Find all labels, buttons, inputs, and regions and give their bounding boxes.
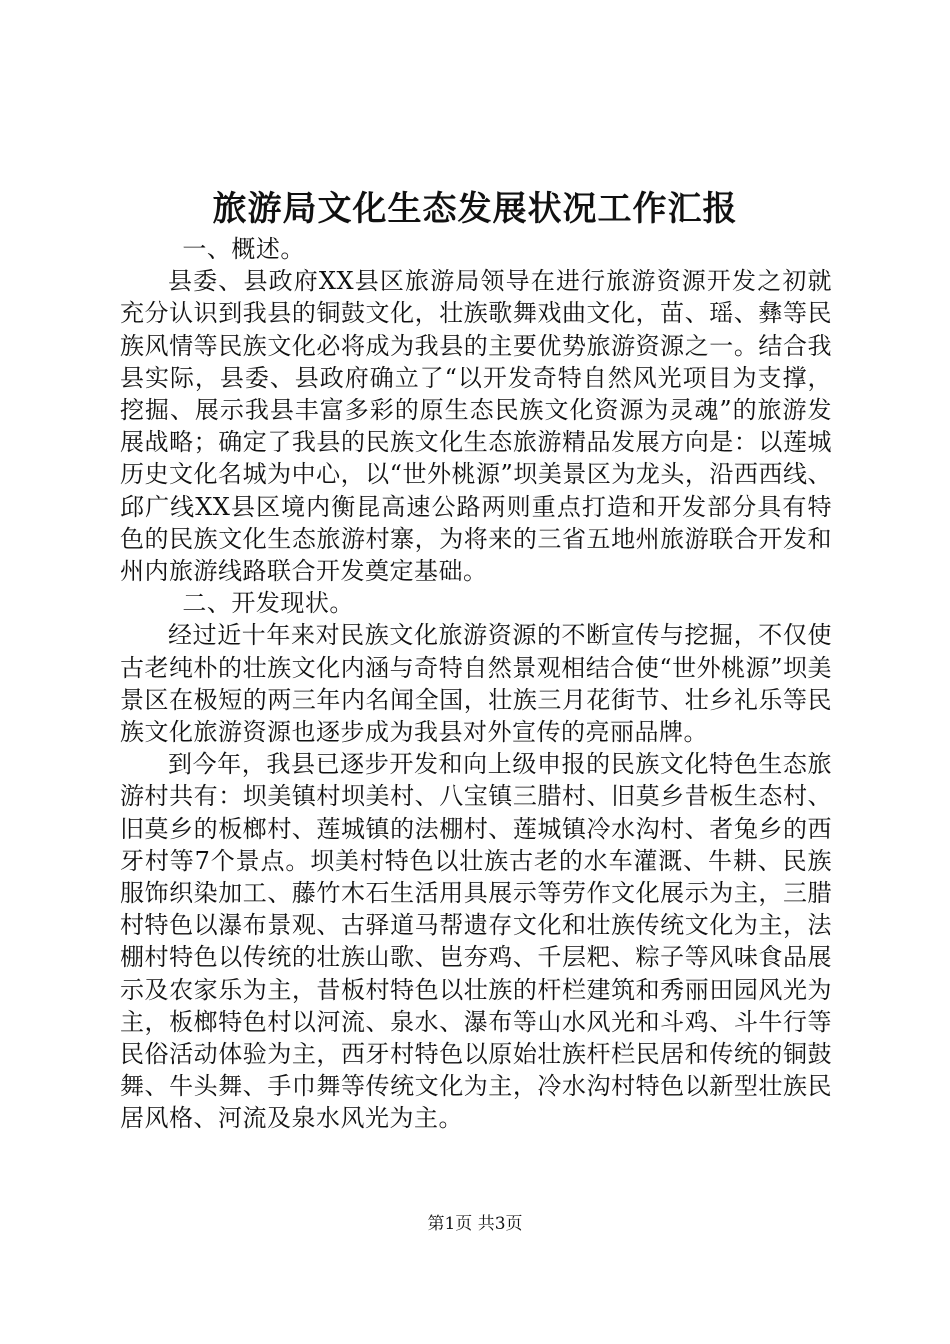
document-title: 旅游局文化生态发展状况工作汇报 [212,189,738,229]
section-heading-overview: 一、概述。 [182,235,305,263]
document-body [120,233,832,1135]
paragraph: 到今年，我县已逐步开发和向上级申报的民族文化特色生态旅游村共有：坝美镇村坝美村、八宝镇三腊村、旧莫乡昔板生态村、旧莫乡的板榔村、莲城镇的法棚村、莲城镇冷水沟村、者兔乡的西牙村等7个景点。坝美村特色以壮族古老的水车灌溉、牛耕、民族服饰织染加工、藤竹木石生活用具展示等劳作文化展示为主，三腊村特色以瀑布景观、古驿道马帮遗存文化和壮族传统文化为主，法棚村特色以传统的壮族山歌、岜夯鸡、千层粑、粽子等风味食品展示及农家乐为主，昔板村特色以壮族的杆栏建筑和秀丽田园风光为主，板榔特色村以河流、泉水、瀑布等山水风光和斗鸡、斗牛行等民俗活动体验为主，西牙村特色以原始壮族杆栏民居和传统的铜鼓舞、牛头舞、手巾舞等传统文化为主，冷水沟村特色以新型壮族民居风格、河流及泉水风光为主。 [120,750,832,1133]
page-number-footer: 第1页 共3页 [427,1214,523,1234]
section-heading-status: 二、开发现状。 [182,589,354,618]
paragraph: 县委、县政府XX县区旅游局领导在进行旅游资源开发之初就充分认识到我县的铜鼓文化，壮族歌舞戏曲文化，苗、瑶、彝等民族风情等民族文化必将成为我县的主要优势旅游资源之一。结合我县实际，县委、县政府确立了“以开发奇特自然风光项目为支撑，挖掘、展示我县丰富多彩的原生态民族文化资源为灵魂”的旅游发展战略；确定了我县的民族文化生态旅游精品发展方向是：以莲城历史文化名城为中心，以“世外桃源”坝美景区为龙头，沿西西线、邱广线XX县区境内衡昆高速公路两则重点打造和开发部分具有特色的民族文化生态旅游村寨，为将来的三省五地州旅游联合开发和州内旅游线路联合开发奠定基础。 [120,267,832,586]
paragraph: 经过近十年来对民族文化旅游资源的不断宣传与挖掘，不仅使古老纯朴的壮族文化内涵与奇特自然景观相结合使“世外桃源”坝美景区在极短的两三年内名闻全国，壮族三月花街节、壮乡礼乐等民族文化旅游资源也逐步成为我县对外宣传的亮丽品牌。 [120,621,832,747]
